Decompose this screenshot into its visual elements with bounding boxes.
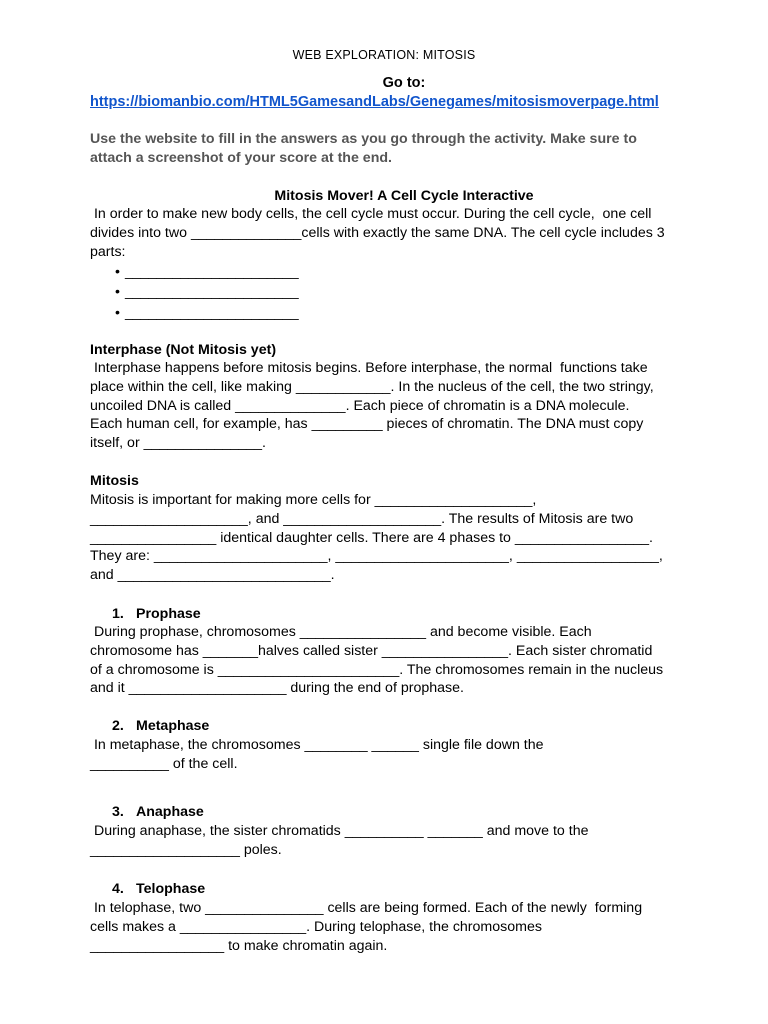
prophase-line: During prophase, chromosomes ________________ and become visible. Each [90,624,592,640]
instructions-line: attach a screenshot of your score at the end. [90,150,392,166]
cell-cycle-part-blank: • ______________________ [115,303,299,323]
telophase-line: _________________ to make chromatin again. [90,937,388,954]
interphase-line: itself, or _______________. [90,435,266,452]
interphase-line: Each human cell, for example, has _________ pieces of chromatin. The DNA must copy [90,416,644,433]
mitosis-line: They are: ______________________, ______________________, __________________, [90,548,663,565]
metaphase-heading [112,718,209,734]
telophase-heading [112,881,205,897]
metaphase-number: 2. [112,718,124,734]
interphase-line: uncoiled DNA is called ______________. Each piece of chromatin is a DNA molecule. [90,397,630,414]
prophase-heading [112,606,201,622]
cell-cycle-part-blank: • ______________________ [115,282,299,302]
prophase-title: Prophase [136,606,201,622]
anaphase-paragraph [90,822,725,860]
intro-line: parts: [90,243,126,260]
anaphase-heading [112,804,204,820]
intro-paragraph [90,205,725,261]
mitosis-line: and ___________________________. [90,567,335,584]
goto-label: Go to: [382,75,426,91]
metaphase-title: Metaphase [136,718,210,734]
mitosis-line: ________________ identical daughter cells. There are 4 phases to _________________. [90,529,653,546]
intro-line: In order to make new body cells, the cell cycle must occur. During the cell cycle, one cell [90,206,652,222]
telophase-title: Telophase [136,881,206,897]
metaphase-line: In metaphase, the chromosomes ________ ______ single file down the [90,737,544,753]
mitosis-paragraph [90,491,725,585]
cell-cycle-part-blank: • ______________________ [115,262,299,282]
prophase-line: and it ____________________ during the end of prophase. [90,680,464,697]
telophase-number: 4. [112,881,124,897]
prophase-line: chromosome has _______halves called sister ________________. Each sister chromatid [90,642,653,659]
telophase-paragraph [90,899,725,955]
anaphase-line: During anaphase, the sister chromatids __________ _______ and move to the [90,823,589,839]
instructions [90,130,730,168]
intro-line: divides into two ______________cells with exactly the same DNA. The cell cycle includes 3 [90,224,665,241]
prophase-number: 1. [112,606,124,622]
mitosis-line: ____________________, and ____________________. The results of Mitosis are two [90,510,634,527]
anaphase-number: 3. [112,804,124,820]
activity-link[interactable]: https://biomanbio.com/HTML5GamesandLabs/Genegames/mitosismoverpage.html [90,94,659,110]
instructions-line: Use the website to fill in the answers as you go through the activity. Make sure to [90,131,637,147]
interphase-paragraph [90,359,725,453]
intro-title: Mitosis Mover! A Cell Cycle Interactive [274,188,534,204]
interphase-line: place within the cell, like making ____________. In the nucleus of the cell, the two stringy, [90,378,654,395]
anaphase-line: ___________________ poles. [90,841,282,858]
worksheet-title: WEB EXPLORATION: MITOSIS [292,48,476,62]
prophase-line: of a chromosome is _______________________. The chromosomes remain in the nucleus [90,661,664,678]
mitosis-heading: Mitosis [90,473,139,489]
anaphase-title: Anaphase [136,804,204,820]
interphase-heading: Interphase (Not Mitosis yet) [90,342,277,358]
telophase-line: In telophase, two _______________ cells are being formed. Each of the newly forming [90,900,643,916]
metaphase-line: __________ of the cell. [90,755,238,772]
cell-cycle-parts-list [115,262,299,323]
mitosis-line: Mitosis is important for making more cells for ____________________, [90,492,537,508]
telophase-line: cells makes a ________________. During telophase, the chromosomes [90,918,542,935]
prophase-paragraph [90,623,725,698]
metaphase-paragraph [90,736,725,774]
interphase-line: Interphase happens before mitosis begins. Before interphase, the normal functions take [90,360,648,376]
